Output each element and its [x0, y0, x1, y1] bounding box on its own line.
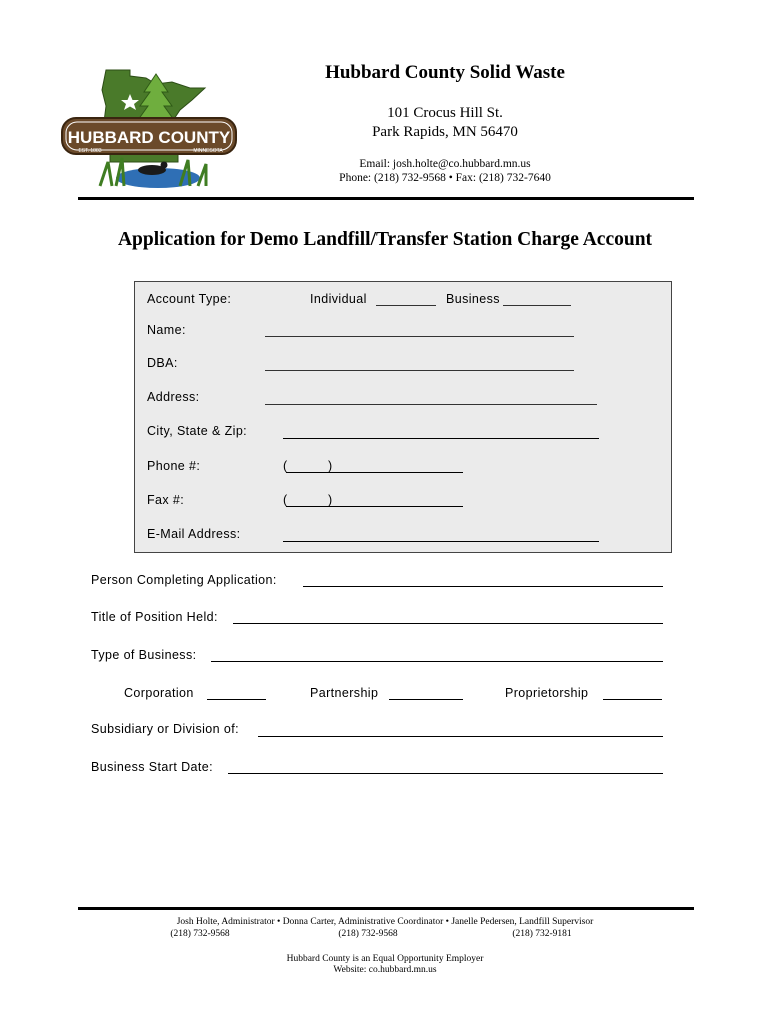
logo-state-text: MINNESOTA: [193, 148, 223, 154]
fax-label: Fax #:: [147, 493, 185, 507]
footer-phone-coordinator: (218) 732-9568: [338, 929, 398, 939]
fax-area-open: (: [283, 493, 288, 507]
header-divider: [78, 197, 694, 200]
corporation-blank[interactable]: [207, 699, 266, 700]
hubbard-county-logo: [60, 66, 240, 190]
person-completing-label: Person Completing Application:: [91, 573, 277, 587]
business-start-field[interactable]: [228, 773, 663, 774]
business-blank[interactable]: [503, 305, 571, 306]
email-field[interactable]: [283, 541, 599, 542]
phone-area-open: (: [283, 459, 288, 473]
person-completing-field[interactable]: [303, 586, 663, 587]
address-label: Address:: [147, 390, 200, 404]
address-line-2: Park Rapids, MN 56470: [372, 124, 518, 140]
corporation-label: Corporation: [124, 686, 194, 700]
subsidiary-field[interactable]: [258, 736, 663, 737]
partnership-label: Partnership: [310, 686, 379, 700]
dba-label: DBA:: [147, 356, 178, 370]
fax-field[interactable]: [286, 506, 463, 507]
dba-field[interactable]: [265, 370, 574, 371]
footer-divider: [78, 907, 694, 910]
proprietorship-blank[interactable]: [603, 699, 662, 700]
subsidiary-label: Subsidiary or Division of:: [91, 722, 239, 736]
partnership-blank[interactable]: [389, 699, 463, 700]
type-business-field[interactable]: [211, 661, 663, 662]
phone-field[interactable]: [286, 472, 463, 473]
type-business-label: Type of Business:: [91, 648, 197, 662]
footer-phone-supervisor: (218) 732-9181: [512, 929, 572, 939]
fax-area-close: ): [328, 493, 333, 507]
footer-website: Website: co.hubbard.mn.us: [333, 965, 437, 975]
footer-eoe-statement: Hubbard County is an Equal Opportunity Employer: [286, 954, 484, 964]
logo-est-text: EST. 1883: [78, 148, 102, 154]
business-label: Business: [446, 292, 500, 306]
business-start-label: Business Start Date:: [91, 760, 213, 774]
individual-label: Individual: [310, 292, 367, 306]
title-position-label: Title of Position Held:: [91, 610, 218, 624]
address-line-1: 101 Crocus Hill St.: [387, 105, 503, 121]
proprietorship-label: Proprietorship: [505, 686, 589, 700]
logo-county-text: HUBBARD COUNTY: [67, 128, 231, 147]
footer-phone-administrator: (218) 732-9568: [170, 929, 230, 939]
footer-staff-line: Josh Holte, Administrator • Donna Carter, Administrative Coordinator • Janelle Pedersen, Landfill Supervisor: [176, 917, 594, 927]
org-title: Hubbard County Solid Waste: [325, 62, 565, 83]
phone-label: Phone #:: [147, 459, 201, 473]
phone-area-close: ): [328, 459, 333, 473]
form-title: Application for Demo Landfill/Transfer Station Charge Account: [117, 229, 653, 250]
title-position-field[interactable]: [233, 623, 663, 624]
contact-phone-fax: Phone: (218) 732-9568 • Fax: (218) 732-7640: [339, 172, 551, 184]
name-field[interactable]: [265, 336, 574, 337]
city-state-zip-field[interactable]: [283, 438, 599, 439]
email-label: E-Mail Address:: [147, 527, 241, 541]
account-info-box: [134, 281, 672, 553]
name-label: Name:: [147, 323, 186, 337]
contact-email: Email: josh.holte@co.hubbard.mn.us: [359, 158, 531, 170]
account-type-label: Account Type:: [147, 292, 232, 306]
address-field[interactable]: [265, 404, 597, 405]
city-state-zip-label: City, State & Zip:: [147, 424, 248, 438]
individual-blank[interactable]: [376, 305, 436, 306]
